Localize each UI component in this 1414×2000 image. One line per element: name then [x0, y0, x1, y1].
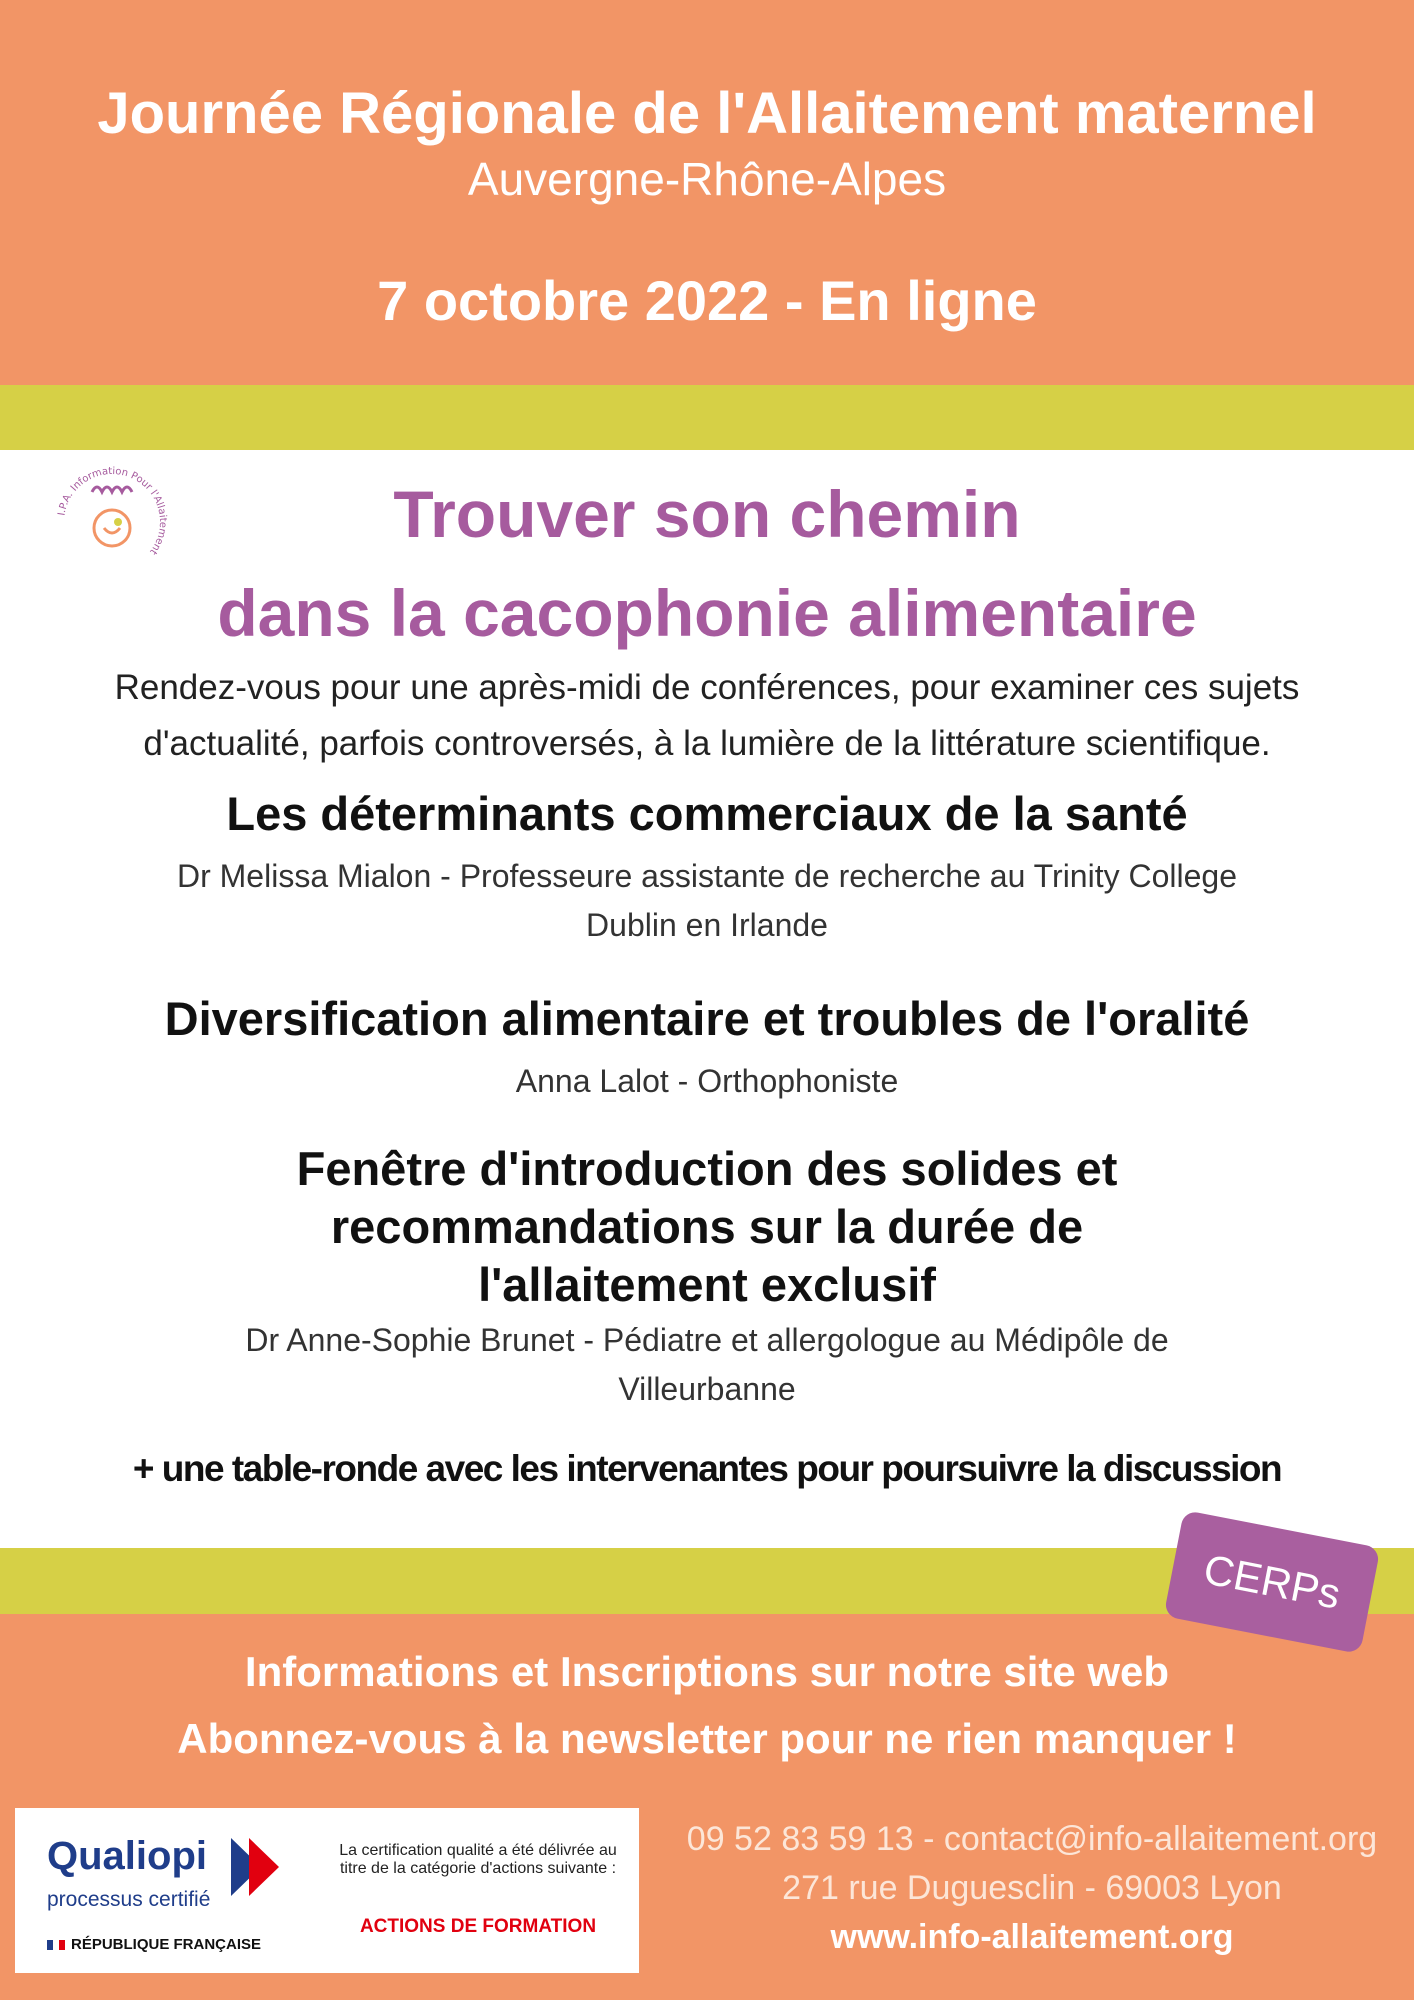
republique-francaise: [47, 1936, 261, 1953]
info-registration: Informations et Inscriptions sur notre site web: [244, 1648, 1170, 1695]
talk-3-speaker-line-1: Dr Anne-Sophie Brunet - Pédiatre et allergologue au Médipôle de: [245, 1322, 1169, 1358]
talk-3-title: [40, 1140, 1374, 1314]
talk-3-speaker-line-2: Villeurbanne: [618, 1371, 796, 1407]
qualiopi-arrow-icon: [227, 1832, 297, 1902]
intro-line-1: Rendez-vous pour une après-midi de conférences, pour examiner ces sujets: [114, 668, 1300, 707]
roundtable-note: + une table-ronde avec les intervenantes pour poursuivre la discussion: [132, 1448, 1282, 1489]
contact-address: 271 rue Duguesclin - 69003 Lyon: [782, 1869, 1282, 1907]
talk-3-title-line-2: recommandations sur la durée de: [330, 1200, 1084, 1253]
talk-2-speaker: Anna Lalot - Orthophoniste: [515, 1063, 899, 1099]
talk-3-speaker: [120, 1316, 1294, 1414]
event-title: Journée Régionale de l'Allaitement maternel: [97, 81, 1317, 146]
headline-line-1: Trouver son chemin: [393, 477, 1021, 551]
event-region: Auvergne-Rhône-Alpes: [467, 153, 947, 205]
qualiopi-certification-box: [15, 1808, 639, 1973]
intro-paragraph: [40, 660, 1374, 772]
cerps-badge: CERPs: [1164, 1510, 1381, 1654]
info-newsletter: Abonnez-vous à la newsletter pour ne rien manquer !: [177, 1715, 1237, 1762]
divider-band-top: [0, 385, 1414, 450]
talk-3-title-line-1: Fenêtre d'introduction des solides et: [296, 1142, 1118, 1195]
talk-1-speaker: [120, 852, 1294, 950]
event-date: 7 octobre 2022 - En ligne: [377, 269, 1037, 332]
french-flag-icon: [47, 1940, 65, 1950]
talk-1-speaker-line-1: Dr Melissa Mialon - Professeure assistante de recherche au Trinity College: [176, 858, 1237, 894]
qualiopi-actions: ACTIONS DE FORMATION: [359, 1916, 597, 1937]
header-banner: [0, 0, 1414, 385]
contact-phone-email: 09 52 83 59 13 - contact@info-allaitement.org: [686, 1820, 1378, 1858]
qualiopi-logo-text: Qualiopi: [47, 1834, 207, 1878]
qualiopi-subtitle: processus certifié: [47, 1888, 211, 1911]
talk-1-title: Les déterminants commerciaux de la santé: [226, 787, 1188, 840]
intro-line-2: d'actualité, parfois controversés, à la lumière de la littérature scientifique.: [143, 724, 1271, 763]
talk-2-title: Diversification alimentaire et troubles de l'oralité: [164, 992, 1250, 1045]
qualiopi-certification-text: La certification qualité a été délivrée au titre de la catégorie d'actions suivante :: [339, 1842, 617, 1877]
talk-3-title-line-3: l'allaitement exclusif: [478, 1258, 936, 1311]
republique-francaise-label: RÉPUBLIQUE FRANÇAISE: [71, 1936, 262, 1953]
headline-line-2: dans la cacophonie alimentaire: [217, 576, 1197, 650]
logo-text: I.P.A. Information Pour l'Allaitement: [56, 465, 169, 557]
website-link[interactable]: www.info-allaitement.org: [830, 1918, 1234, 1956]
talk-1-speaker-line-2: Dublin en Irlande: [586, 907, 828, 943]
